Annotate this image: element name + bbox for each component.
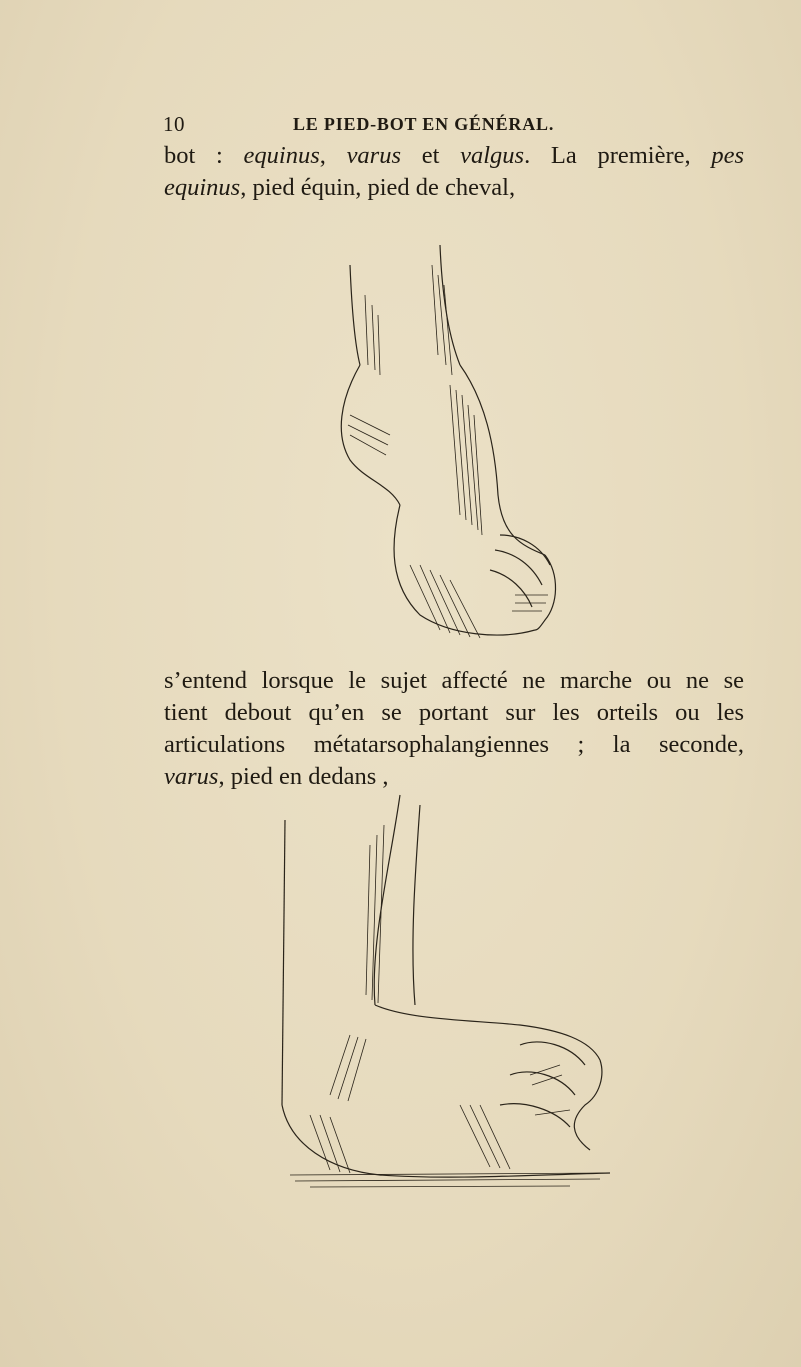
- text-line: s’entend lorsque le sujet affecté ne marche ou ne se: [164, 667, 744, 694]
- italic-term: valgus: [460, 142, 525, 169]
- italic-term: equinus: [164, 174, 241, 201]
- running-head: [163, 112, 593, 142]
- italic-term: varus: [346, 142, 402, 169]
- italic-term: varus: [164, 763, 219, 790]
- text-run: bot :: [164, 142, 244, 169]
- paragraph-continuation: [164, 665, 744, 793]
- page-number: 10: [163, 112, 185, 136]
- text-line: articulations métatarsophalangiennes ; la seconde,: [164, 731, 744, 758]
- italic-term: pes: [711, 142, 744, 169]
- text-line: tient debout qu’en se portant sur les orteils ou les: [164, 699, 744, 726]
- text-run: . La première,: [524, 142, 712, 169]
- text-run: ,: [319, 142, 347, 169]
- text-run: , pied équin, pied de cheval,: [240, 174, 516, 201]
- text-run: , pied en dedans ,: [218, 763, 389, 790]
- text-line: [164, 172, 744, 204]
- text-run: et: [401, 142, 461, 169]
- text-line: [164, 140, 744, 172]
- varus-foot-engraving-icon: [270, 775, 620, 1195]
- running-title: LE PIED-BOT EN GÉNÉRAL.: [293, 114, 555, 134]
- italic-term: equinus: [243, 142, 320, 169]
- paragraph-intro: [164, 140, 744, 204]
- equinus-foot-engraving-icon: [320, 235, 570, 645]
